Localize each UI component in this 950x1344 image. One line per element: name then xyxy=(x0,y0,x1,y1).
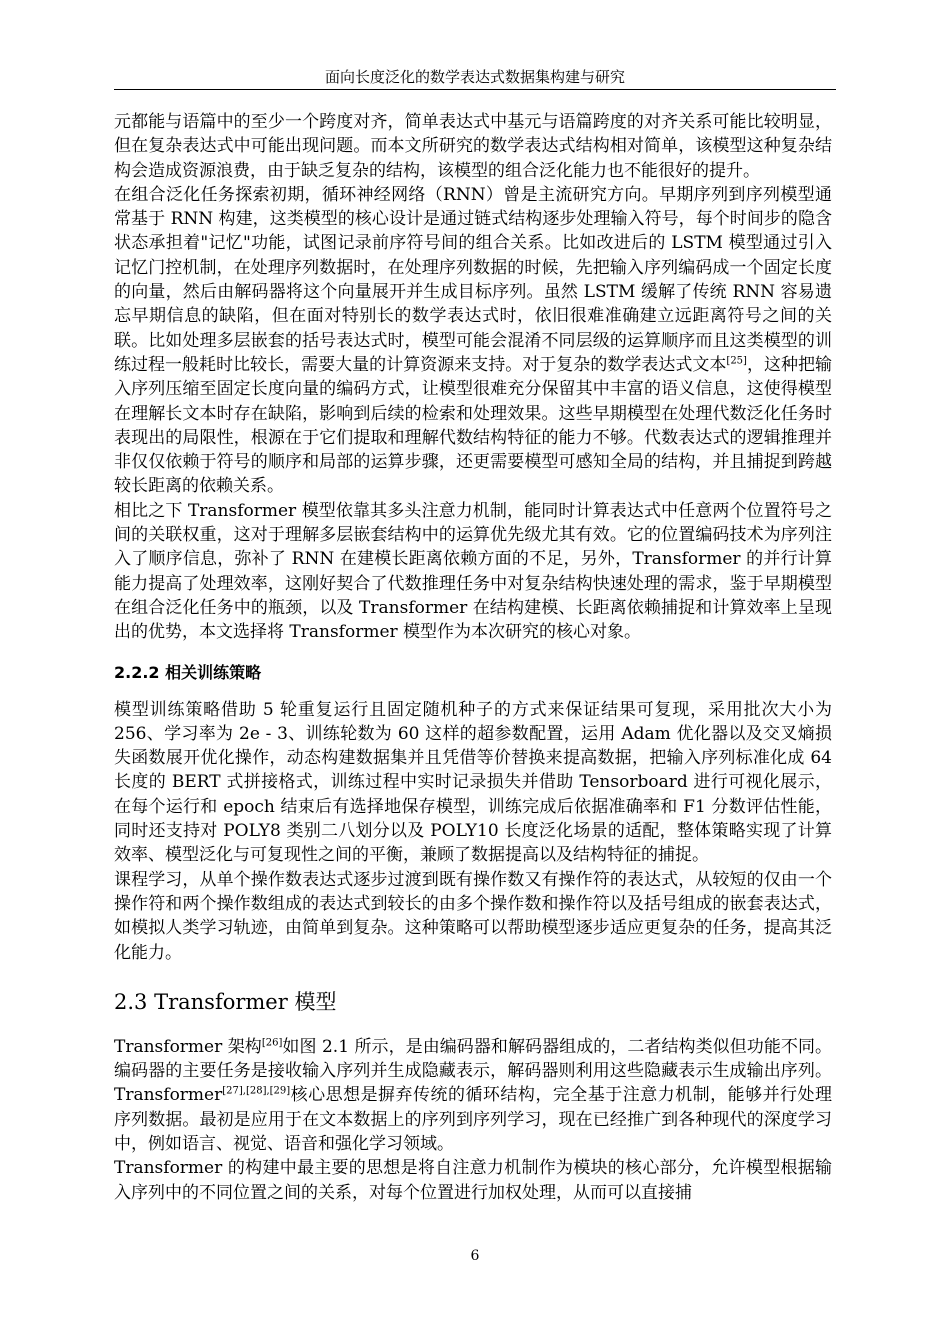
section-heading-2-2-2: 2.2.2 相关训练策略 xyxy=(114,662,262,682)
paragraph-6 xyxy=(114,1035,832,1156)
paragraph-2-part-a: 在组合泛化任务探索初期，循环神经网络（RNN）曾是主流研究方向。早期序列到序列模型通常基于 RNN 构建，这类模型的核心设计是通过链式结构逐步处理输入符号，每个时间步的隐含状态承担着"记忆"功能，试图记录前序符号间的组合关系。比如改进后的 LSTM 模型通过引入记忆门控机制，在处理序列数据时，在处理序列数据的时候，先把输入序列编码成一个固定长度的向量，然后由解码器将这个向量展开并生成目标序列。虽然 LSTM 缓解了传统 RNN 容易遗忘早期信息的缺陷，但在面对特别长的数学表达式时，依旧很难准确建立远距离符号之间的关联。比如处理多层嵌套的括号表达式时，模型可能会混淆不同层级的运算顺序而且这类模型的训练过程一般耗时比较长，需要大量的计算资源来支持。对于复杂的数学表达式文本 xyxy=(114,184,832,375)
paragraph-6-part-b: 如图 2.1 所示，是由编码器和解码器组成的，二者结构类似但功能不同。编码器的主要任务是接收输入序列并生成隐藏表示，解码器则利用这些隐藏表示生成输出序列。Transformer xyxy=(114,1036,832,1106)
page-body xyxy=(114,110,832,1205)
paragraph-4: 模型训练策略借助 5 轮重复运行且固定随机种子的方式来保证结果可复现，采用批次大小为 256、学习率为 2e - 3、训练轮数为 60 这样的超参数配置，运用 Adam 优化器以及交叉熵损失函数展开优化操作，动态构建数据集并且凭借等价替换来提高数据，把输入序列标准化成 64 长度的 BERT 式拼接格式，训练过程中实时记录损失并借助 Tensorboard 进行可视化展示，在每个运行和 epoch 结束后有选择地保存模型，训练完成后依据准确率和 F1 分数评估性能，同时还支持对 POLY8 类别二八划分以及 POLY10 长度泛化场景的适配，整体策略实现了计算效率、模型泛化与可复现性之间的平衡，兼顾了数据提高以及结构特征的捕捉。 xyxy=(114,699,832,866)
citation-26: [26] xyxy=(261,1037,283,1049)
citation-25: [25] xyxy=(726,355,747,367)
paragraph-1: 元都能与语篇中的至少一个跨度对齐，简单表达式中基元与语篇跨度的对齐关系可能比较明显，但在复杂表达式中可能出现问题。而本文所研究的数学表达式结构相对简单，该模型这种复杂结构会造成资源浪费，由于缺乏复杂的结构，该模型的组合泛化能力也不能很好的提升。 xyxy=(114,112,832,181)
paragraph-3: 相比之下 Transformer 模型依靠其多头注意力机制，能同时计算表达式中任意两个位置符号之间的关联权重，这对于理解多层嵌套结构中的运算优先级尤其有效。它的位置编码技术为序列注入了顺序信息，弥补了 RNN 在建模长距离依赖方面的不足，另外，Transformer 的并行计算能力提高了处理效率，这刚好契合了代数推理任务中对复杂结构快速处理的需求，鉴于早期模型在组合泛化任务中的瓶颈，以及 Transformer 在结构建模、长距离依赖捕捉和计算效率上呈现出的优势，本文选择将 Transformer 模型作为本次研究的核心对象。 xyxy=(114,500,832,643)
header-rule xyxy=(114,89,836,90)
paragraph-5: 课程学习，从单个操作数表达式逐步过渡到既有操作数又有操作符的表达式，从较短的仅由一个操作符和两个操作数组成的表达式到较长的由多个操作数和操作符以及括号组成的嵌套表达式，如模拟人类学习轨迹，由简单到复杂。这种策略可以帮助模型逐步适应更复杂的任务，提高其泛化能力。 xyxy=(114,869,832,963)
section-heading-2-3: 2.3 Transformer 模型 xyxy=(114,989,337,1014)
page-number: 6 xyxy=(470,1248,480,1264)
paragraph-6-part-c: 核心思想是摒弃传统的循环结构，完全基于注意力机制，能够并行处理序列数据。最初是应用于在文本数据上的序列到序列学习，现在已经推广到各种现代的深度学习中，例如语言、视觉、语音和强化学习领域。 xyxy=(114,1085,832,1154)
paragraph-6-part-a: Transformer 架构 xyxy=(114,1036,262,1057)
paragraph-2 xyxy=(114,183,832,499)
paragraph-7: Transformer 的构建中最主要的思想是将自注意力机制作为模块的核心部分，允许模型根据输入序列中的不同位置之间的关系，对每个位置进行加权处理，从而可以直接捕 xyxy=(114,1158,832,1203)
paragraph-2-part-b: ，这种把输入序列压缩至固定长度向量的编码方式，让模型很难充分保留其中丰富的语义信息，这使得模型在理解长文本时存在缺陷，影响到后续的检索和处理效果。这些早期模型在处理代数泛化任务时表现出的局限性，根源在于它们提取和理解代数结构特征的能力不够。代数表达式的逻辑推理并非仅仅依赖于符号的顺序和局部的运算步骤，还更需要模型可感知全局的结构，并且捕捉到跨越较长距离的依赖关系。 xyxy=(114,354,833,497)
running-header: 面向长度泛化的数学表达式数据集构建与研究 xyxy=(324,68,625,86)
citation-27-29: [27],[28],[29] xyxy=(222,1085,291,1097)
